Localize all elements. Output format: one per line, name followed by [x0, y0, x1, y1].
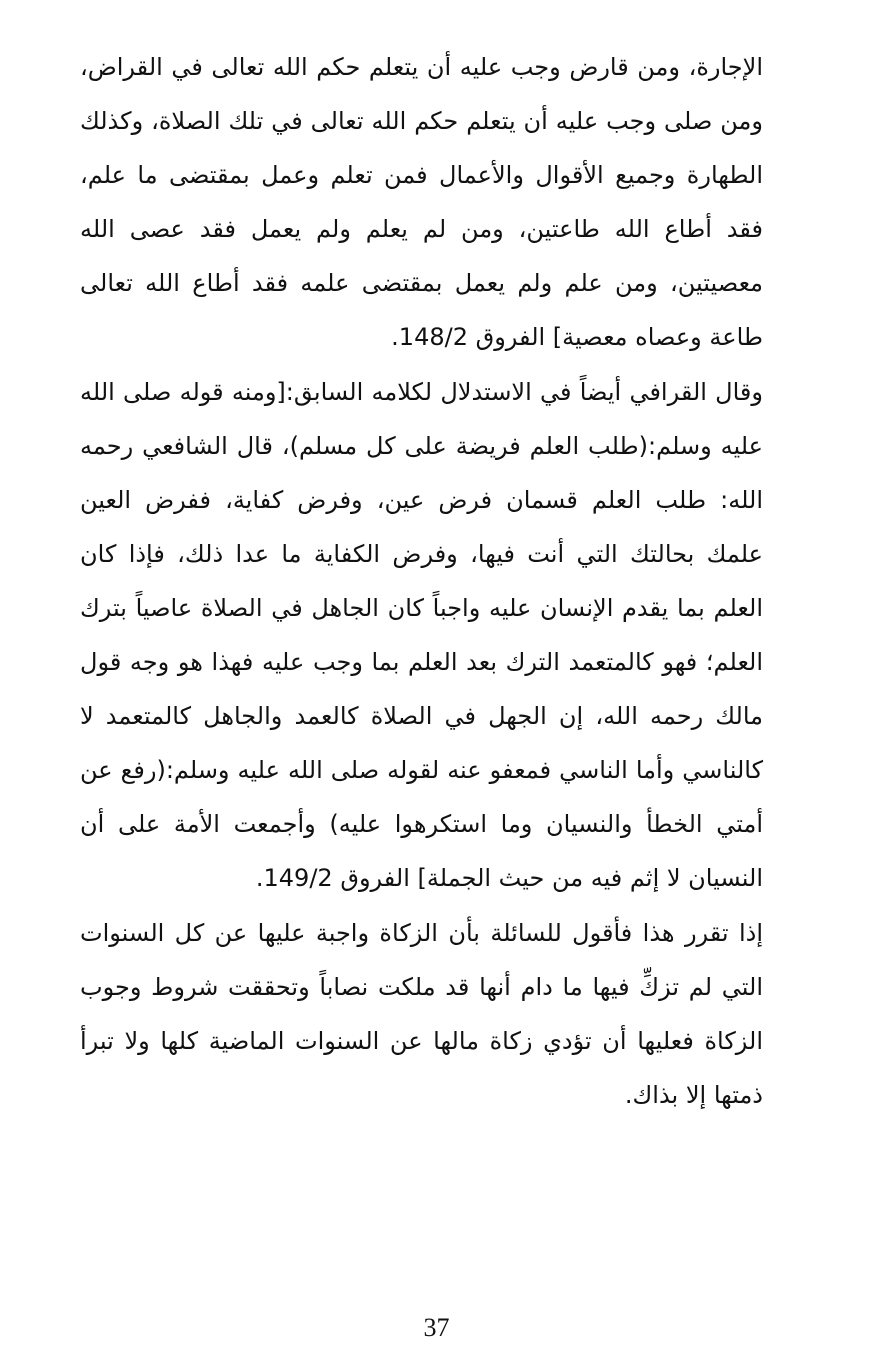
paragraph-2: وقال القرافي أيضاً في الاستدلال لكلامه السابق:[ومنه قوله صلى الله عليه وسلم:(طلب العلم فريضة على كل مسلم)، قال الشافعي رحمه الله: طلب العلم قسمان فرض عين، وفرض كفاية، ففرض العين علمك بحالتك التي أنت فيها، وفرض الكفاية ما عدا ذلك، فإذا كان العلم بما يقدم الإنسان عليه واجباً كان الجاهل في الصلاة عاصياً بترك العلم؛ فهو كالمتعمد الترك بعد العلم بما وجب عليه فهذا هو وجه قول مالك رحمه الله، إن الجهل في الصلاة كالعمد والجاهل كالمتعمد لا كالناسي وأما الناسي فمعفو عنه لقوله صلى الله عليه وسلم:(رفع عن أمتي الخطأ والنسيان وما استكرهوا عليه) وأجمعت الأمة على أن النسيان لا إثم فيه من حيث الجملة] الفروق 149/2.	[80, 377, 763, 893]
page-number: 37	[423, 1313, 450, 1342]
page-body	[80, 40, 763, 1122]
paragraph-1: الإجارة، ومن قارض وجب عليه أن يتعلم حكم الله تعالى في القراض، ومن صلى وجب عليه أن يتعلم حكم الله تعالى في تلك الصلاة، وكذلك الطهارة وجميع الأقوال والأعمال فمن تعلم وعمل بمقتضى ما علم، فقد أطاع الله طاعتين، ومن لم يعلم ولم يعمل فقد عصى الله معصيتين، ومن علم ولم يعمل بمقتضى علمه فقد أطاع الله تعالى طاعة وعصاه معصية] الفروق 148/2.	[80, 53, 763, 352]
paragraph-3: إذا تقرر هذا فأقول للسائلة بأن الزكاة واجبة عليها عن كل السنوات التي لم تزكِّ فيها ما دام أنها قد ملكت نصاباً وتحققت شروط وجوب الزكاة فعليها أن تؤدي زكاة مالها عن السنوات الماضية كلها ولا تبرأ ذمتها إلا بذاك.	[80, 918, 763, 1109]
